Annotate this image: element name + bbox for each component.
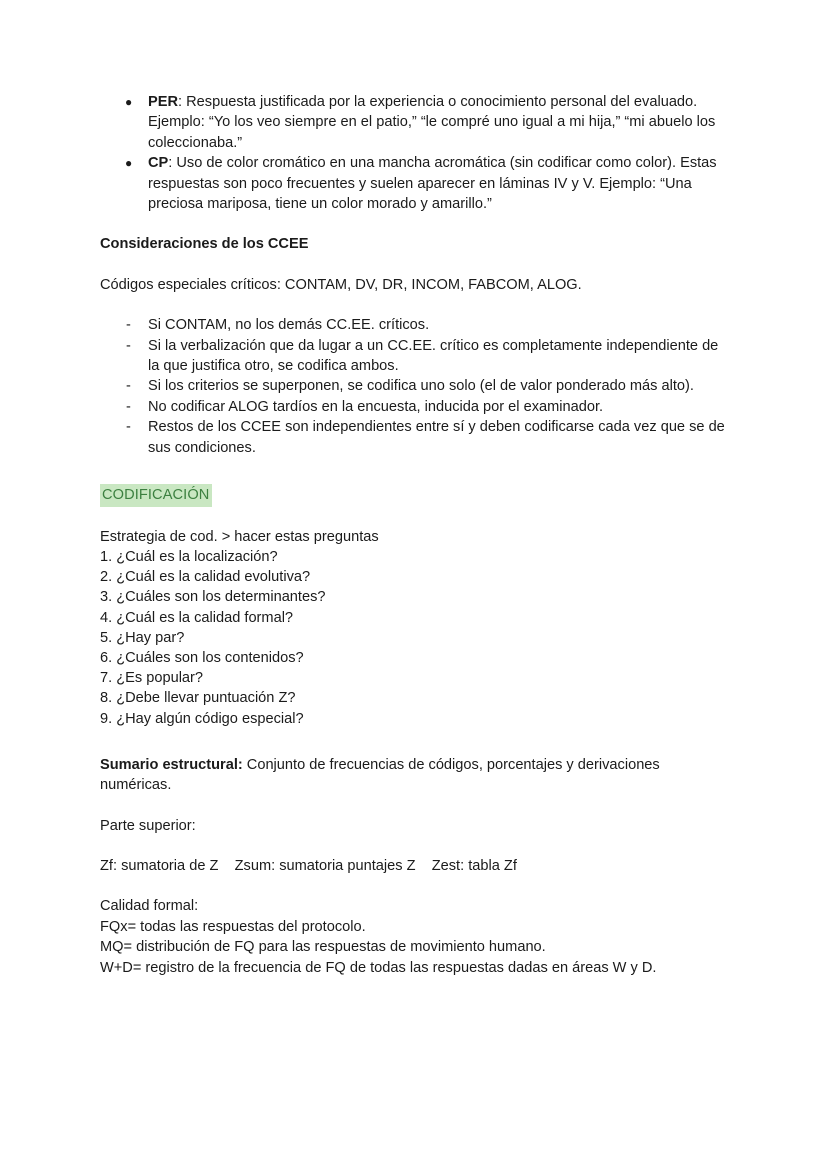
spacer: [100, 876, 728, 896]
list-item: [100, 315, 728, 335]
dash-marker-icon: -: [126, 378, 131, 395]
dash-marker-icon: -: [126, 337, 131, 354]
strategy-line: Estrategia de cod. > hacer estas preguntas: [100, 528, 379, 545]
dash-marker-icon: -: [126, 398, 131, 415]
dash-marker-icon: -: [126, 317, 131, 334]
calidad-formal-line: MQ= distribución de FQ para las respuestas de movimiento humano.: [100, 939, 546, 956]
list-item: 4. ¿Cuál es la calidad formal?: [100, 609, 294, 626]
list-item: [100, 397, 728, 417]
parte-superior-label: Parte superior:: [100, 817, 196, 834]
spacer: [100, 729, 728, 755]
spacer: [100, 214, 728, 234]
rule-text: Si la verbalización que da lugar a un CC.EE. crítico es completamente independiente de la que justifica otro, se codifica ambos.: [148, 337, 719, 375]
rule-text: No codificar ALOG tardíos en la encuesta, inducida por el examinador.: [148, 398, 604, 415]
list-item: [100, 153, 728, 214]
calidad-formal-line: W+D= registro de la frecuencia de FQ de todas las respuestas dadas en áreas W y D.: [100, 959, 657, 976]
highlighted-section-title-wrapper: [100, 484, 728, 506]
sumario-estructural-paragraph: [100, 755, 728, 796]
spacer: [100, 255, 728, 275]
rule-text: Si CONTAM, no los demás CC.EE. críticos.: [148, 317, 430, 334]
term-description: : Uso de color cromático en una mancha acromática (sin codificar como color). Estas respuestas son poco frecuentes y suelen aparecer en láminas IV y V. Ejemplo: “Una preciosa mariposa, tiene un color morado y amarillo.”: [148, 155, 717, 213]
rule-text: Si los criterios se superponen, se codifica uno solo (el de valor ponderado más alto).: [148, 378, 694, 395]
list-item: [100, 417, 728, 458]
document-body: [100, 92, 728, 978]
term-label: CP: [148, 155, 169, 172]
spacer: [100, 796, 728, 816]
list-item: 3. ¿Cuáles son los determinantes?: [100, 589, 326, 606]
spacer: [100, 507, 728, 527]
list-item: [100, 336, 728, 377]
bullet-marker-icon: ●: [125, 95, 133, 109]
critical-special-codes-line: Códigos especiales críticos: CONTAM, DV, DR, INCOM, FABCOM, ALOG.: [100, 276, 582, 293]
coding-questions-list: [100, 547, 728, 729]
rule-text: Restos de los CCEE son independientes entre sí y deben codificarse cada vez que se de sus condiciones.: [148, 419, 725, 456]
list-item: 7. ¿Es popular?: [100, 670, 204, 687]
dash-marker-icon: -: [126, 419, 131, 436]
term-description: : Respuesta justificada por la experiencia o conocimiento personal del evaluado. Ejemplo: “Yo los veo siempre en el patio,” “le compré uno igual a mi hija,” “mi abuelo los coleccionaba.”: [148, 94, 716, 151]
list-item: 8. ¿Debe llevar puntuación Z?: [100, 690, 296, 707]
spacer: [100, 836, 728, 856]
list-item: 6. ¿Cuáles son los contenidos?: [100, 649, 304, 666]
list-item: 1. ¿Cuál es la localización?: [100, 548, 278, 565]
calidad-formal-label: Calidad formal:: [100, 898, 199, 915]
spacer: [100, 458, 728, 484]
list-item: 2. ¿Cuál es la calidad evolutiva?: [100, 569, 311, 586]
list-item: 5. ¿Hay par?: [100, 629, 185, 646]
list-item: 9. ¿Hay algún código especial?: [100, 710, 304, 727]
section-heading-consideraciones: Consideraciones de los CCEE: [100, 236, 309, 253]
spacer: [100, 295, 728, 315]
list-item: [100, 92, 728, 153]
section-title-codificacion: CODIFICACIÓN: [100, 484, 212, 506]
special-codes-bullet-list: [100, 92, 728, 214]
bullet-marker-icon: ●: [125, 156, 133, 171]
list-item: [100, 376, 728, 396]
sumario-label: Sumario estructural:: [100, 756, 243, 773]
term-label: PER: [148, 94, 179, 110]
ccee-rules-list: [100, 315, 728, 458]
sumario-text: Conjunto de frecuencias de códigos, porcentajes y derivaciones numéricas.: [100, 756, 660, 794]
z-values-line: Zf: sumatoria de Z Zsum: sumatoria puntajes Z Zest: tabla Zf: [100, 857, 517, 874]
calidad-formal-line: FQx= todas las respuestas del protocolo.: [100, 918, 366, 935]
